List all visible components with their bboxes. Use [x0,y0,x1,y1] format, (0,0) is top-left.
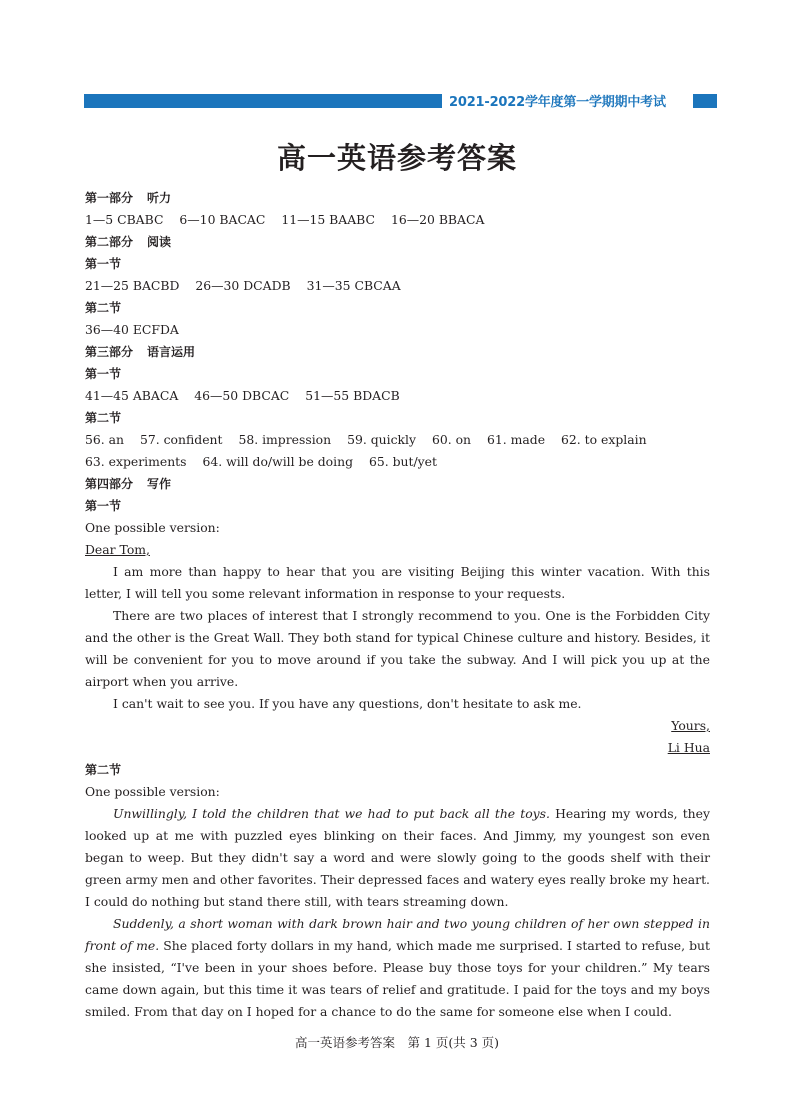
part3-heading-label: 第三部分 [85,345,134,359]
letter-paragraph: I can't wait to see you. If you have any questions, don't hesitate to ask me. [113,696,582,711]
part3-section2-answers-line1 [85,429,710,451]
part2-heading-name: 阅读 [147,235,172,249]
part1-heading [85,187,710,209]
answer-group: 6—10 BACAC [179,212,266,227]
part3-section2-heading: 第二节 [85,411,122,425]
part3-heading [85,341,710,363]
header-bar-end [693,94,717,108]
answer-content [85,187,710,1023]
answer-group: 46—50 DBCAC [194,388,290,403]
answer-item: 63. experiments [85,454,187,469]
part4-heading-name: 写作 [147,477,172,491]
story-paragraph [85,803,710,913]
version-intro: One possible version: [85,520,220,535]
page-footer: 高一英语参考答案 第 1 页(共 3 页) [294,1035,500,1050]
part2-section1-answers [85,275,710,297]
answer-item: 56. an [85,432,125,447]
answer-group: 36—40 ECFDA [85,322,179,337]
story-given-sentence: Unwillingly, I told the children that we had to put back all the toys. [113,806,550,821]
story-paragraph [85,913,710,1023]
part2-heading-label: 第二部分 [85,235,134,249]
answer-item: 57. confident [139,432,223,447]
answer-item: 58. impression [238,432,332,447]
part2-section2-heading: 第二节 [85,301,122,315]
page-title: 高一英语参考答案 [276,141,517,175]
part4-heading-label: 第四部分 [85,477,134,491]
part4-heading [85,473,710,495]
part3-section1-heading: 第一节 [85,367,122,381]
story-given-sentence: Suddenly, a short woman with dark brown hair and two young children of her own stepped in front of me. [85,916,710,953]
part1-heading-name: 听力 [147,191,172,205]
answer-group: 41—45 ABACA [85,388,179,403]
answer-group: 16—20 BBACA [390,212,485,227]
header-bar [84,94,442,108]
answer-group: 1—5 CBABC [85,212,164,227]
part4-section2-heading: 第二节 [85,763,122,777]
answer-item: 59. quickly [347,432,416,447]
answer-item: 61. made [487,432,546,447]
part2-heading [85,231,710,253]
letter-signature: Li Hua [667,740,710,755]
answer-item: 60. on [431,432,472,447]
part4-section1-heading: 第一节 [85,499,122,513]
story-text: Hearing my words, they looked up at me with puzzled eyes blinking on their faces. And Jimmy, my youngest son even began to weep. But they didn't say a word and were slowly going to the goods shelf with their green army men and other favorites. Their depressed faces and watery eyes really broke my heart. I could do nothing but stand there still, with tears streaming down. [85,806,710,909]
part3-section2-answers-line2 [85,451,710,473]
answer-item: 65. but/yet [368,454,437,469]
part2-section1-heading: 第一节 [85,257,122,271]
answer-group: 11—15 BAABC [281,212,375,227]
letter-paragraph: I am more than happy to hear that you are visiting Beijing this winter vacation. With this letter, I will tell you some relevant information in response to your requests. [85,564,710,601]
version-intro: One possible version: [85,784,220,799]
exam-title: 2021-2022学年度第一学期期中考试 [449,95,666,110]
part3-section1-answers [85,385,710,407]
answer-group: 26—30 DCADB [195,278,291,293]
answer-group: 31—35 CBCAA [306,278,401,293]
answer-group: 21—25 BACBD [85,278,180,293]
letter-paragraph: There are two places of interest that I strongly recommend to you. One is the Forbidden City and the other is the Great Wall. They both stand for typical Chinese culture and history. Besides, it will be convenient for you to move around if you take the subway. And I will pick you up at the airport when you arrive. [85,608,710,689]
story-text: She placed forty dollars in my hand, which made me surprised. I started to refuse, but she insisted, “I've been in your shoes before. Please buy those toys for your children.” My tears came down again, but this time it was tears of relief and gratitude. I paid for the toys and my boys smiled. From that day on I hoped for a chance to do the same for someone else when I could. [85,938,710,1019]
letter-salutation: Dear Tom, [85,542,150,557]
answer-item: 64. will do/will be doing [202,454,354,469]
part1-answers [85,209,710,231]
answer-group: 51—55 BDACB [305,388,400,403]
part1-heading-label: 第一部分 [85,191,134,205]
letter-closing: Yours, [671,718,710,733]
part2-section2-answers [85,319,710,341]
answer-item: 62. to explain [561,432,647,447]
part3-heading-name: 语言运用 [147,345,196,359]
